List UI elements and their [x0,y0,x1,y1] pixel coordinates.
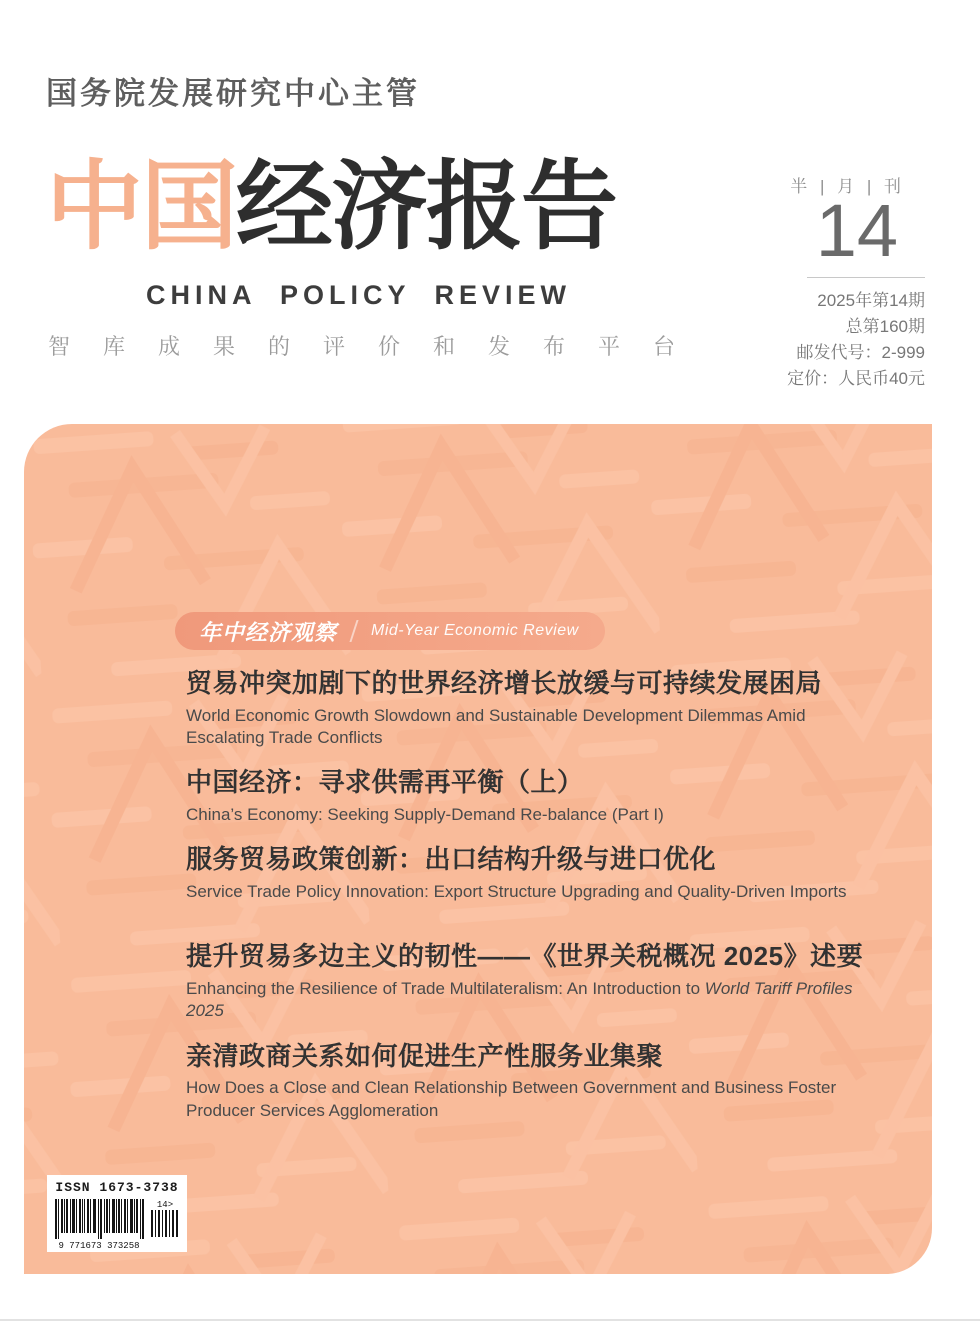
barcode-supplement-digits: 14> [156,1200,174,1210]
article-item [186,843,886,903]
barcode-box [47,1175,187,1252]
issn-label: ISSN 1673-3738 [55,1180,179,1195]
article-subtitle-italic: World Tariff Profiles 2025 [186,978,853,1021]
article-title-cn: 贸易冲突加剧下的世界经济增长放缓与可持续发展困局 [186,668,823,698]
article-subtitle-text: China’s Economy: Seeking Supply-Demand Re-balance (Part I) [186,804,664,824]
article-subtitle-en [186,1077,886,1122]
article-subtitle-en [186,705,886,750]
article-item [186,1040,886,1122]
issue-info-line: 邮发代号：2-999 [796,343,925,362]
issue-info [787,288,925,392]
article-subtitle-text: Service Trade Policy Innovation: Export Structure Upgrading and Quality-Driven Imports [186,881,847,901]
article-item [186,766,886,826]
supervisor-line: 国务院发展研究中心主管 [46,76,420,111]
article-subtitle-text: How Does a Close and Clean Relationship Between Government and Business Foster Producer Services Agglomeration [186,1078,837,1120]
tagline: 智库成果的评价和发布平台 [48,334,709,359]
article-title-cn: 亲清政商关系如何促进生产性服务业集聚 [186,1040,664,1071]
barcode-digits: 9 771673 373258 [58,1241,140,1249]
title-english: CHINA POLICY REVIEW [146,280,572,310]
article-title-cn: 提升贸易多边主义的韧性——《世界关税概况 2025》述要 [186,941,864,972]
issue-info-line: 总第160期 [845,317,925,336]
article-subtitle-en [186,881,886,903]
issue-divider [807,277,925,278]
issue-info-line: 定价：人民币40元 [787,369,925,388]
article-subtitle-text: Enhancing the Resilience of Trade Multilateralism: An Introduction to [186,978,705,998]
magazine-title [46,150,616,264]
cover-panel [24,424,932,1274]
article-subtitle-en [186,804,886,826]
feature-badge [175,612,605,650]
barcode-graphic [53,1197,181,1249]
feature-badge-en: Mid-Year Economic Review [371,622,579,639]
article-subtitle-text: World Economic Growth Slowdown and Sustainable Development Dilemmas Amid Escalating Trade Conflicts [186,705,806,747]
issue-info-line: 2025年第14期 [817,291,925,310]
article-title-cn: 中国经济：寻求供需再平衡（上） [186,767,584,798]
issue-number: 14 [815,189,898,272]
title-rest: 经济报告 [236,152,616,261]
article-title-cn: 服务贸易政策创新：出口结构升级与进口优化 [186,844,717,875]
article-item [186,940,886,1022]
frequency-label: 半 | 月 | 刊 [790,177,905,196]
article-list [186,667,886,1139]
article-item [186,667,886,749]
badge-divider [349,620,358,642]
title-accent: 中国 [46,152,236,261]
feature-badge-cn: 年中经济观察 [199,619,338,645]
article-subtitle-en [186,978,886,1023]
